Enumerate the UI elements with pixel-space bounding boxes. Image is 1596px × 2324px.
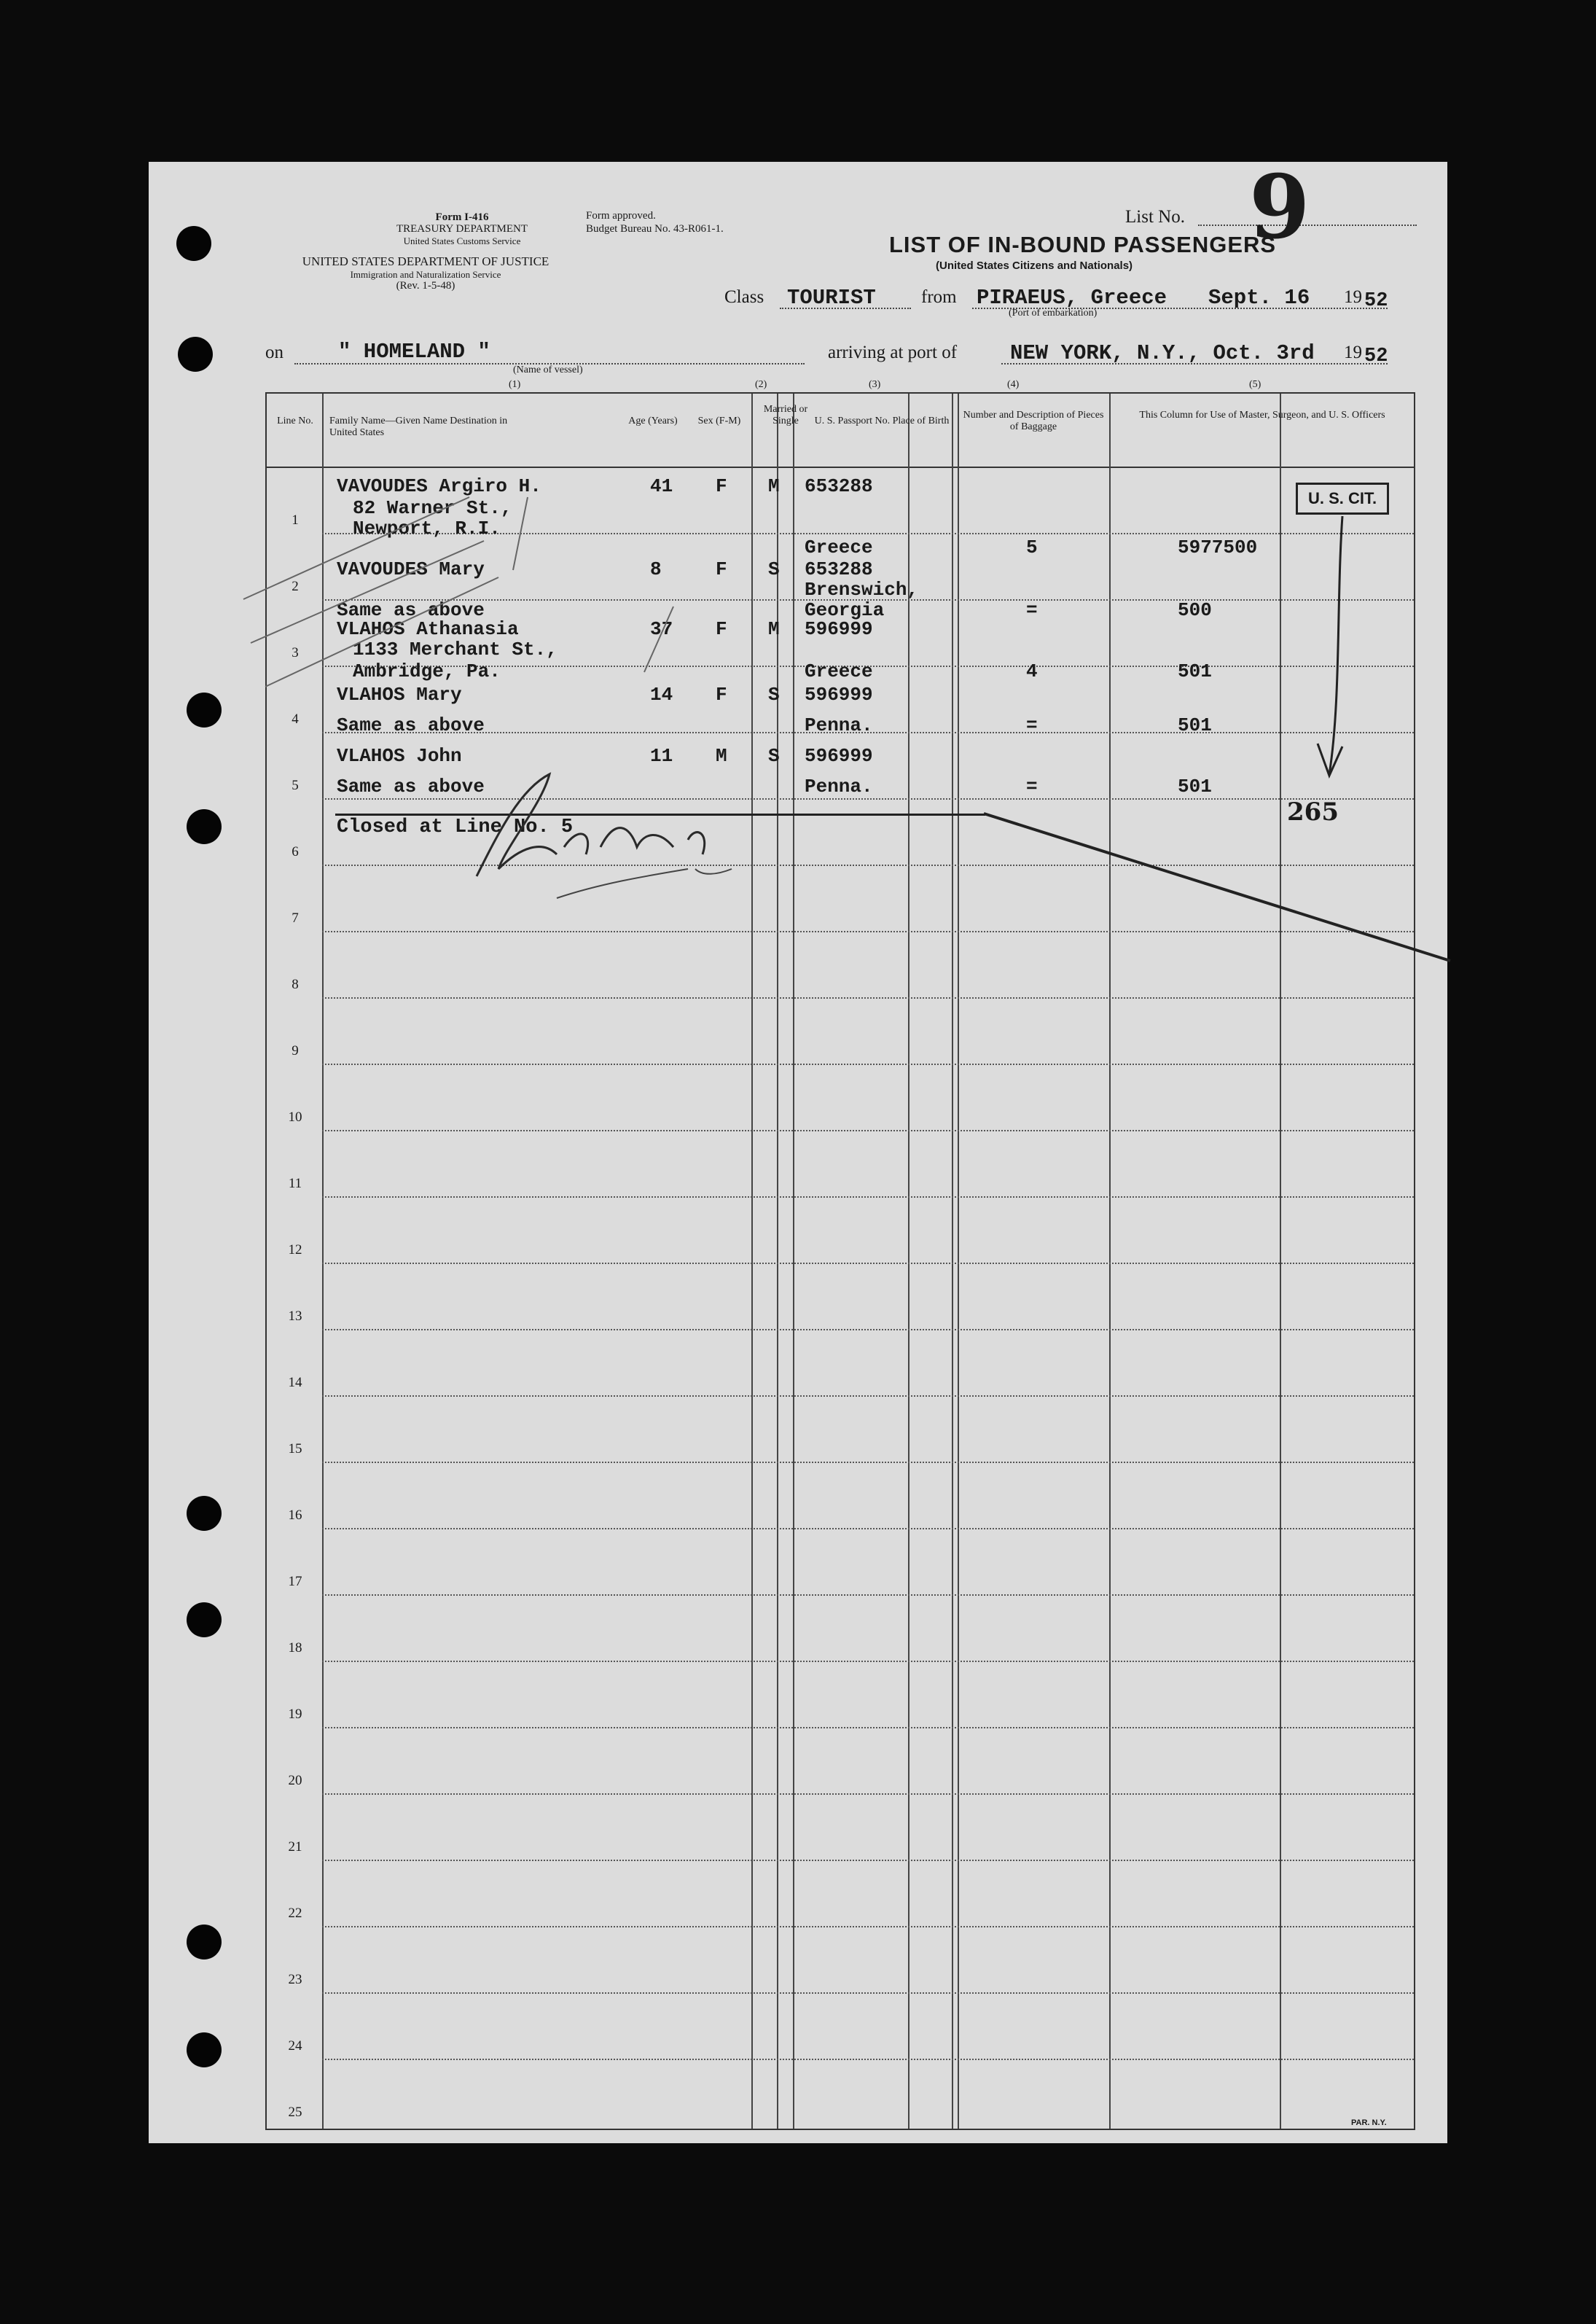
entry-officer: 500	[1178, 599, 1212, 621]
arrival-year: 52	[1364, 346, 1388, 367]
line-number: 24	[288, 2038, 302, 2054]
entry-officer: 501	[1178, 660, 1212, 682]
entry-ms: M	[768, 475, 780, 497]
punch-hole	[187, 2032, 222, 2067]
printer-mark: PAR. N.Y.	[1351, 2118, 1387, 2127]
row-rule	[322, 1462, 1414, 1463]
entry-age: 14	[650, 684, 673, 706]
entry-age: 11	[650, 745, 673, 767]
budget-bureau: Budget Bureau No. 43-R061-1.	[586, 223, 724, 235]
row-rule	[322, 1064, 1414, 1065]
line-number: 7	[292, 911, 299, 926]
entry-baggage: =	[1026, 714, 1038, 736]
entry-text: VLAHOS John	[337, 745, 462, 767]
list-no-label: List No.	[1125, 207, 1185, 227]
line-number: 23	[288, 1972, 302, 1987]
vessel-name: " HOMELAND "	[338, 340, 490, 364]
customs-service: United States Customs Service	[403, 235, 521, 246]
line-number: 5	[292, 778, 299, 793]
entry-baggage: =	[1026, 776, 1038, 798]
entry-text: VLAHOS Athanasia	[337, 618, 519, 640]
row-rule	[322, 1793, 1414, 1795]
line-number: 3	[292, 645, 299, 660]
treasury-department: TREASURY DEPARTMENT	[396, 223, 528, 235]
vessel-note: (Name of vessel)	[513, 364, 583, 375]
from-year: 52	[1364, 290, 1388, 312]
line-number: 9	[292, 1043, 299, 1058]
row-rule	[322, 1860, 1414, 1861]
port-embarkation-note: (Port of embarkation)	[1009, 308, 1098, 319]
entry-sex: M	[716, 745, 727, 767]
class-value: TOURIST	[787, 286, 876, 310]
closing-diagonal	[979, 803, 1475, 993]
line-number: 1	[292, 512, 299, 528]
punch-hole	[178, 337, 213, 372]
entry-ms: S	[768, 684, 780, 706]
entry-passport: 653288	[805, 558, 873, 580]
punch-hole	[187, 693, 222, 728]
line-number: 8	[292, 977, 299, 992]
header-passport: U. S. Passport No. Place of Birth	[814, 416, 950, 426]
from-label: from	[921, 287, 957, 307]
entry-ms: M	[768, 618, 780, 640]
row-rule	[322, 1528, 1414, 1529]
form-title: LIST OF IN-BOUND PASSENGERS	[889, 232, 1277, 257]
row-rule	[322, 1196, 1414, 1198]
entry-birth: Brenswich,	[805, 579, 919, 601]
entry-birth: Greece	[805, 537, 873, 558]
line-number: 15	[288, 1441, 302, 1457]
arrival-port: NEW YORK, N.Y., Oct. 3rd	[1010, 341, 1315, 365]
class-label: Class	[724, 287, 764, 307]
line-number: 14	[288, 1375, 302, 1390]
justice-department: UNITED STATES DEPARTMENT OF JUSTICE	[302, 254, 549, 268]
immigration-service: Immigration and Naturalization Service	[350, 269, 501, 280]
entry-text: VAVOUDES Argiro H.	[337, 475, 541, 497]
entry-text: 1133 Merchant St.,	[353, 639, 558, 660]
header-line-no: Line No.	[277, 416, 313, 426]
entry-text: Same as above	[337, 776, 485, 798]
column-number-2: (2)	[755, 379, 767, 390]
header-baggage: Number and Description of Pieces of Baggage	[963, 410, 1104, 432]
line-number: 20	[288, 1773, 302, 1788]
line-number: 12	[288, 1242, 302, 1257]
header-age: Age (Years)	[628, 416, 678, 426]
from-port: PIRAEUS, Greece	[977, 286, 1167, 310]
header-name: Family Name—Given Name Destination in United States	[329, 416, 508, 438]
line-number: 4	[292, 711, 299, 727]
entry-ms: S	[768, 558, 780, 580]
punch-hole	[187, 1602, 222, 1637]
header-officers: This Column for Use of Master, Surgeon, and U. S. Officers	[1139, 410, 1385, 421]
form-approved: Form approved.	[586, 210, 656, 222]
entry-officer: 5977500	[1178, 537, 1258, 558]
row-rule	[322, 2059, 1414, 2060]
entry-passport: 653288	[805, 475, 873, 497]
entry-age: 8	[650, 558, 662, 580]
row-rule	[322, 1926, 1414, 1927]
entry-passport: 596999	[805, 745, 873, 767]
entry-baggage: 4	[1026, 660, 1038, 682]
header-married: Married or Single	[763, 404, 808, 426]
row-rule	[322, 1992, 1414, 1994]
entry-birth: Penna.	[805, 776, 873, 798]
entry-sex: F	[716, 558, 727, 580]
entry-age: 41	[650, 475, 673, 497]
entry-text: Same as above	[337, 714, 485, 736]
pencil-marks	[236, 453, 761, 760]
line-number: 17	[288, 1574, 302, 1589]
entry-text: Ambridge, Pa.	[353, 660, 501, 682]
entry-text: VLAHOS Mary	[337, 684, 462, 706]
entry-baggage: 5	[1026, 537, 1038, 558]
punch-hole	[187, 809, 222, 844]
line-number: 6	[292, 844, 299, 859]
row-rule	[322, 1395, 1414, 1397]
entry-text: VAVOUDES Mary	[337, 558, 485, 580]
punch-hole	[176, 226, 211, 261]
row-rule	[322, 1130, 1414, 1131]
entry-birth: Greece	[805, 660, 873, 682]
line-number: 2	[292, 579, 299, 594]
entry-text: 82 Warner St.,	[353, 497, 512, 519]
arrival-year-prefix: 19	[1344, 343, 1362, 362]
entry-passport: 596999	[805, 684, 873, 706]
on-label: on	[265, 343, 283, 362]
punch-hole	[187, 1496, 222, 1531]
line-number: 16	[288, 1508, 302, 1523]
entry-sex: F	[716, 475, 727, 497]
entry-ms: S	[768, 745, 780, 767]
column-number-5: (5)	[1249, 379, 1261, 390]
line-number: 18	[288, 1640, 302, 1656]
header-sex: Sex (F-M)	[697, 416, 741, 426]
row-rule	[322, 1329, 1414, 1330]
entry-passport: 596999	[805, 618, 873, 640]
line-number: 25	[288, 2105, 302, 2120]
line-number: 22	[288, 1906, 302, 1921]
column-number-3: (3)	[869, 379, 881, 390]
entry-text: Newport, R.I.	[353, 518, 501, 539]
arriving-label: arriving at port of	[828, 343, 958, 362]
officer-signature	[455, 760, 775, 905]
form-number: Form I-416	[435, 211, 489, 223]
entry-age: 37	[650, 618, 673, 640]
line-number: 21	[288, 1839, 302, 1855]
stamp-arrow	[1307, 512, 1373, 789]
entry-baggage: =	[1026, 599, 1038, 621]
form-subtitle: (United States Citizens and Nationals)	[936, 260, 1133, 272]
column-number-1: (1)	[509, 379, 521, 390]
total-count: 265	[1287, 798, 1339, 827]
from-year-prefix: 19	[1344, 287, 1362, 307]
list-number: 9	[1249, 156, 1310, 259]
manifest-page	[149, 156, 1447, 2143]
entry-text: Same as above	[337, 599, 485, 621]
line-number: 19	[288, 1707, 302, 1722]
entry-officer: 501	[1178, 714, 1212, 736]
punch-hole	[187, 1925, 222, 1960]
line-number: 10	[288, 1110, 302, 1125]
entry-birth: Penna.	[805, 714, 873, 736]
closed-at-line: Closed at Line No. 5	[337, 816, 574, 838]
class-line	[780, 308, 911, 309]
us-citizen-stamp: U. S. CIT.	[1296, 483, 1389, 515]
from-line	[972, 308, 1388, 309]
column-number-4: (4)	[1007, 379, 1020, 390]
row-rule	[322, 1661, 1414, 1662]
entry-sex: F	[716, 684, 727, 706]
from-date: Sept. 16	[1208, 286, 1310, 310]
revision: (Rev. 1-5-48)	[396, 280, 455, 292]
row-rule	[322, 1594, 1414, 1596]
row-rule	[322, 997, 1414, 999]
arrival-line	[1001, 363, 1388, 364]
entry-officer: 501	[1178, 776, 1212, 798]
entry-birth: Georgia	[805, 599, 885, 621]
entry-sex: F	[716, 618, 727, 640]
line-number: 13	[288, 1309, 302, 1324]
row-rule	[322, 1263, 1414, 1264]
line-number: 11	[288, 1176, 302, 1191]
row-rule	[322, 1727, 1414, 1728]
